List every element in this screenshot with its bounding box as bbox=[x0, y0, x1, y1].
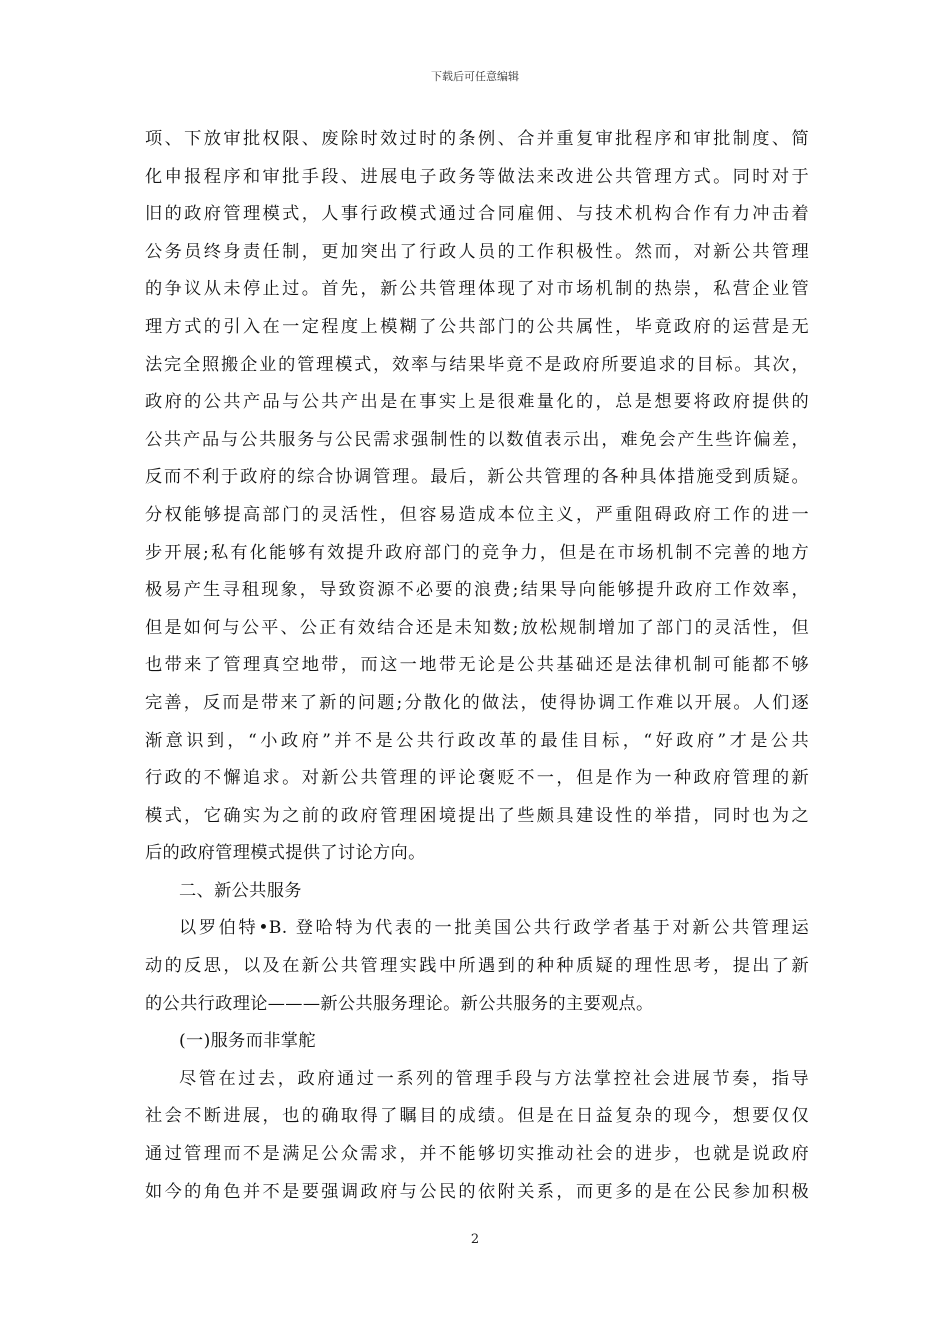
heading-text: (一)服务而非掌舵 bbox=[179, 1031, 316, 1052]
text-line: 渐意识到，“小政府”并不是公共行政改革的最佳目标，“好政府”才是公共 bbox=[145, 730, 809, 751]
text-line: 化申报程序和审批手段、进展电子政务等做法来改进公共管理方式。同时对于 bbox=[145, 166, 809, 187]
paragraph bbox=[145, 1061, 809, 1211]
page-number: 2 bbox=[470, 1232, 480, 1247]
text-line: 通过管理而不是满足公众需求，并不能够切实推动社会的进步，也就是说政府 bbox=[145, 1144, 809, 1165]
text-line: 项、下放审批权限、废除时效过时的条例、合并重复审批程序和审批制度、简 bbox=[145, 129, 809, 149]
text-line: 法完全照搬企业的管理模式，效率与结果毕竟不是政府所要追求的目标。其次， bbox=[145, 354, 809, 375]
text-line: 如今的角色并不是要强调政府与公民的依附关系，而更多的是在公民参加积极 bbox=[145, 1181, 809, 1202]
paragraph-continuation bbox=[145, 121, 809, 873]
text-line: 也带来了管理真空地带，而这一地带无论是公共基础还是法律机制可能都不够 bbox=[145, 655, 809, 676]
text-line: 但是如何与公平、公正有效结合还是未知数;放松规制增加了部门的灵活性，但 bbox=[145, 617, 809, 638]
text-line: 行政的不懈追求。对新公共管理的评论褒贬不一，但是作为一种政府管理的新 bbox=[145, 768, 809, 789]
text-line: 社会不断进展，也的确取得了瞩目的成绩。但是在日益复杂的现今，想要仅仅 bbox=[145, 1106, 809, 1127]
paragraph bbox=[145, 910, 809, 1023]
text-line: 动的反思，以及在新公共管理实践中所遇到的种种质疑的理性思考，提出了新 bbox=[145, 956, 809, 977]
text-line: 政府的公共产品与公共产出是在事实上是很难量化的，总是想要将政府提供的 bbox=[145, 392, 809, 413]
text-line: 旧的政府管理模式，人事行政模式通过合同雇佣、与技术机构合作有力冲击着 bbox=[145, 204, 809, 225]
text-line: 理方式的引入在一定程度上模糊了公共部门的公共属性，毕竟政府的运营是无 bbox=[145, 316, 809, 337]
section-heading bbox=[145, 873, 809, 911]
text-line: 尽管在过去，政府通过一系列的管理手段与方法掌控社会进展节奏，指导 bbox=[179, 1068, 809, 1089]
text-line: 反而不利于政府的综合协调管理。最后，新公共管理的各种具体措施受到质疑。 bbox=[145, 467, 809, 488]
text-line: 模式，它确实为之前的政府管理困境提出了些颇具建设性的举措，同时也为之 bbox=[145, 805, 809, 826]
text-line: 极易产生寻租现象，导致资源不必要的浪费;结果导向能够提升政府工作效率， bbox=[145, 580, 809, 601]
text-line: 步开展;私有化能够有效提升政府部门的竞争力，但是在市场机制不完善的地方 bbox=[145, 542, 809, 563]
heading-text: 二、新公共服务 bbox=[179, 880, 302, 901]
text-line: 公共产品与公共服务与公民需求强制性的以数值表示出，难免会产生些许偏差， bbox=[145, 429, 809, 450]
text-line: 后的政府管理模式提供了讨论方向。 bbox=[145, 843, 426, 864]
text-line: 分权能够提高部门的灵活性，但容易造成本位主义，严重阻碍政府工作的进一 bbox=[145, 504, 809, 525]
text-line: 完善，反而是带来了新的问题;分散化的做法，使得协调工作难以开展。人们逐 bbox=[145, 692, 809, 713]
subsection-heading bbox=[145, 1023, 809, 1061]
text-line: 的争议从未停止过。首先，新公共管理体现了对市场机制的热崇，私营企业管 bbox=[145, 279, 809, 300]
text-line: 以罗伯特•B. 登哈特为代表的一批美国公共行政学者基于对新公共管理运 bbox=[179, 918, 809, 939]
text-line: 公务员终身责任制，更加突出了行政人员的工作积极性。然而，对新公共管理 bbox=[145, 241, 809, 262]
text-line: 的公共行政理论———新公共服务理论。新公共服务的主要观点。 bbox=[145, 993, 654, 1014]
document-body bbox=[145, 121, 809, 1211]
page-header: 下载后可任意编辑 bbox=[431, 70, 519, 83]
